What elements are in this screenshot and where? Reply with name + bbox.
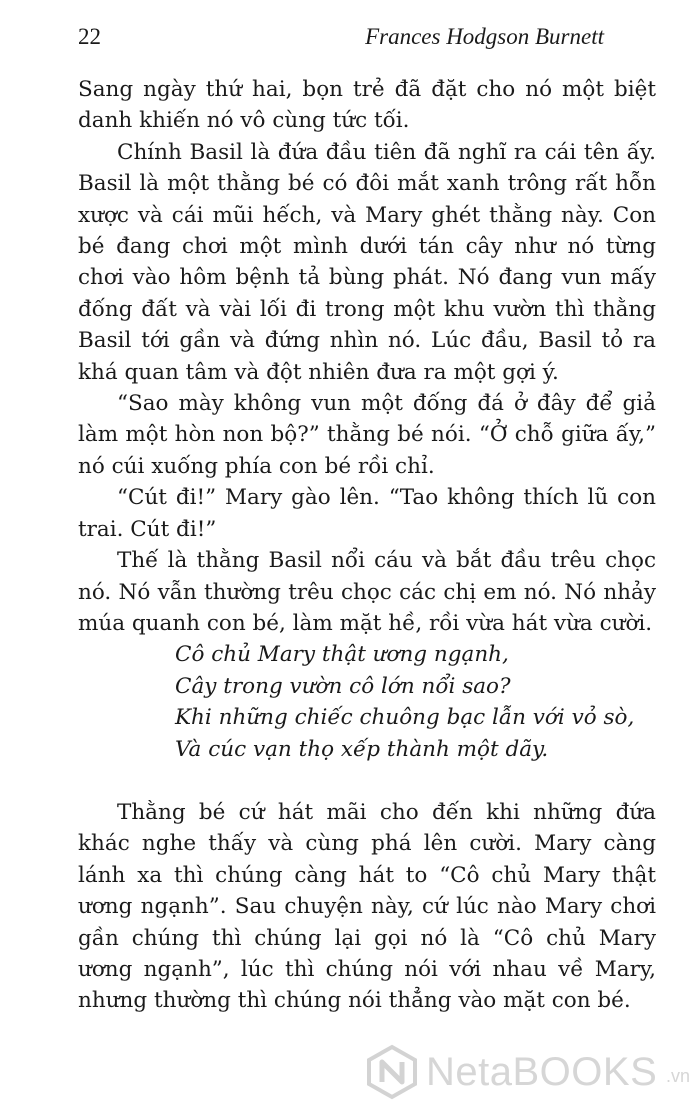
paragraph: Thế là thằng Basil nổi cáu và bắt đầu trêu chọc nó. Nó vẫn thường trêu chọc các chị em nó. Nó nhảy múa quanh con bé, làm mặt hề, rồi vừa hát vừa cười. bbox=[78, 548, 656, 636]
page-body bbox=[78, 74, 656, 1017]
page-header bbox=[78, 24, 604, 54]
watermark-suffix: .vn bbox=[666, 1066, 691, 1086]
paragraph: Chính Basil là đứa đầu tiên đã nghĩ ra cái tên ấy. Basil là một thằng bé có đôi mắt xanh trông rất hỗn xược và cái mũi hếch, và Mary ghét thằng này. Con bé đang chơi một mình dưới tán cây như nó từng chơi vào hôm bệnh tả bùng phát. Nó đang vun mấy đống đất và vài lối đi trong một khu vườn thì thằng Basil tới gần và đứng nhìn nó. Lúc đầu, Basil tỏ ra khá quan tâm và đột nhiên đưa ra một gợi ý. bbox=[78, 139, 656, 385]
running-title: Frances Hodgson Burnett bbox=[365, 24, 604, 49]
watermark-brand: NetaBOOKS bbox=[426, 1050, 658, 1094]
poem-line: Cây trong vườn cô lớn nổi sao? bbox=[175, 673, 511, 699]
publisher-watermark bbox=[364, 1040, 694, 1104]
paragraph: “Cút đi!” Mary gào lên. “Tao không thích lũ con trai. Cút đi!” bbox=[78, 485, 656, 542]
paragraph: “Sao mày không vun một đống đá ở đây để giả làm một hòn non bộ?” thằng bé nói. “Ở chỗ giữa ấy,” nó cúi xuống phía con bé rồi chỉ. bbox=[78, 391, 656, 479]
page-number: 22 bbox=[78, 24, 101, 49]
poem-line: Khi những chiếc chuông bạc lẫn với vỏ sò, bbox=[175, 705, 635, 731]
netabooks-n-logo-icon bbox=[364, 1044, 420, 1100]
poem-verse bbox=[175, 639, 656, 765]
poem-line: Cô chủ Mary thật ương ngạnh, bbox=[175, 642, 509, 668]
paragraph: Thằng bé cứ hát mãi cho đến khi những đứa khác nghe thấy và cùng phá lên cười. Mary càng lánh xa thì chúng càng hát to “Cô chủ Mary thật ương ngạnh”. Sau chuyện này, cứ lúc nào Mary chơi gần chúng thì chúng lại gọi nó là “Cô chủ Mary ương ngạnh”, lúc thì chúng nói với nhau về Mary, nhưng thường thì chúng nói thẳng vào mặt con bé. bbox=[78, 799, 656, 1014]
paragraph: Sang ngày thứ hai, bọn trẻ đã đặt cho nó một biệt danh khiến nó vô cùng tức tối. bbox=[78, 77, 656, 134]
stanza-gap bbox=[78, 765, 656, 797]
poem-line: Và cúc vạn thọ xếp thành một dãy. bbox=[175, 736, 549, 762]
